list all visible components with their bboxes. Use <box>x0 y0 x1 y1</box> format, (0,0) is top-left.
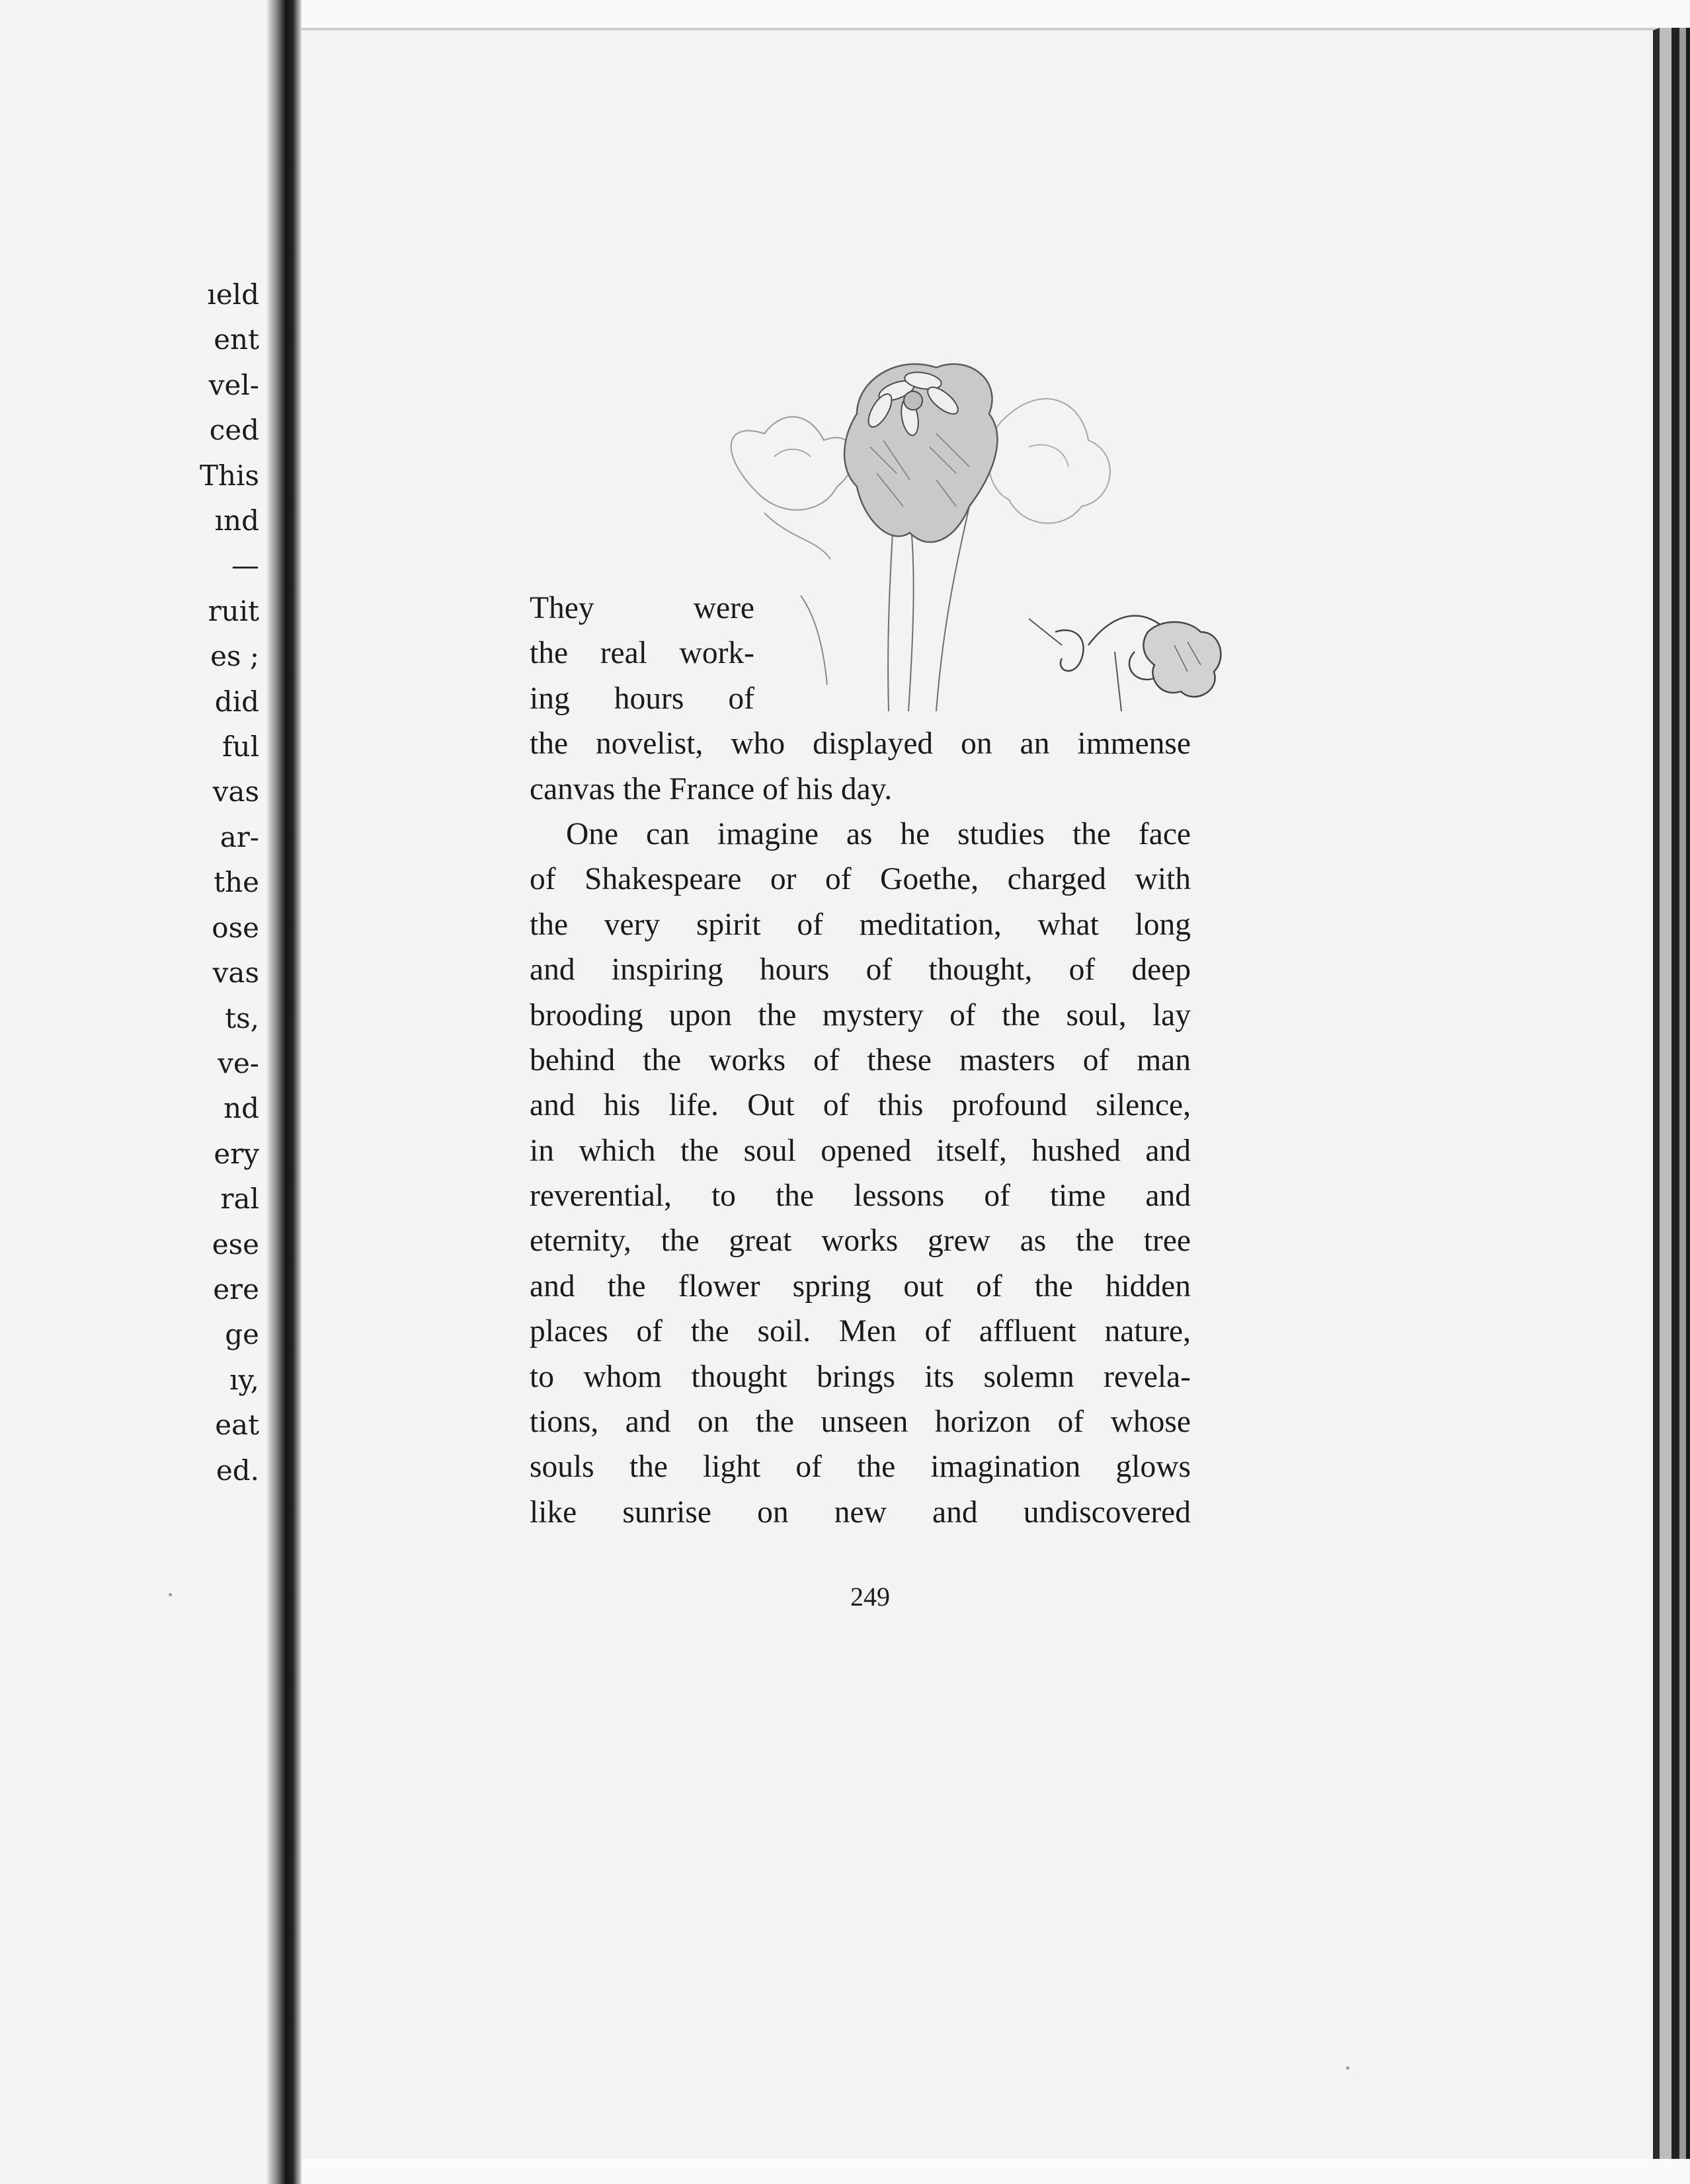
left-line: — <box>231 549 259 582</box>
text-line: eternity, the great works grew as the tree <box>530 1224 1191 1259</box>
left-line: ed. <box>216 1454 259 1487</box>
text-line: reverential, to the lessons of time and <box>530 1179 1191 1214</box>
left-page-text <box>0 272 259 1493</box>
left-line: eat <box>215 1409 259 1442</box>
left-line: the <box>214 866 259 899</box>
left-line: ınd <box>214 504 259 537</box>
text-line: the novelist, who displayed on an immense <box>530 726 1191 761</box>
text-line: brooding upon the mystery of the soul, lay <box>530 997 1191 1033</box>
left-line: ıeld <box>207 278 259 311</box>
text-line: ing hours of <box>530 681 754 716</box>
left-line: vas <box>212 775 259 808</box>
text-line: One can imagine as he studies the face <box>566 816 1191 851</box>
text-line: places of the soil. Men of affluent nature, <box>530 1314 1191 1349</box>
left-line: did <box>214 685 259 718</box>
text-line: and the flower spring out of the hidden <box>530 1268 1191 1304</box>
text-line: and his life. Out of this profound silence, <box>530 1088 1191 1123</box>
left-line: ful <box>221 730 259 763</box>
left-line: vas <box>212 956 259 990</box>
left-line: es ; <box>210 640 259 673</box>
text-line: They were <box>530 591 754 625</box>
body-text <box>530 586 1191 1535</box>
book-gutter <box>267 0 302 2184</box>
left-line: ve- <box>218 1046 259 1079</box>
left-line: ıy, <box>229 1363 259 1396</box>
paper-speck <box>1346 2066 1349 2070</box>
left-line: ruit <box>208 594 259 627</box>
text-line: behind the works of these masters of man <box>530 1042 1191 1077</box>
text-line: like sunrise on new and undiscovered <box>530 1495 1191 1530</box>
left-line: This <box>199 459 259 492</box>
left-line: nd <box>223 1092 259 1125</box>
left-line: ts, <box>225 1001 259 1034</box>
text-line: the real work- <box>530 636 754 671</box>
text-line: tions, and on the unseen horizon of whose <box>530 1405 1191 1440</box>
left-page <box>0 0 267 2184</box>
page-number: 249 <box>850 1582 890 1612</box>
left-line: ge <box>225 1318 259 1351</box>
left-line: ar- <box>220 820 259 853</box>
paper-speck <box>169 1593 172 1596</box>
right-page <box>302 0 1690 2184</box>
text-line: the very spirit of meditation, what long <box>530 907 1191 942</box>
text-line: to whom thought brings its solemn revela- <box>530 1359 1191 1394</box>
text-line: in which the soul opened itself, hushed and <box>530 1133 1191 1168</box>
left-line: ese <box>212 1228 259 1261</box>
page-sheet <box>302 28 1660 2159</box>
text-line: of Shakespeare or of Goethe, charged with <box>530 862 1191 897</box>
left-line: ose <box>212 911 259 944</box>
left-line: vel- <box>208 368 259 401</box>
left-line: ced <box>209 414 259 447</box>
left-line: ery <box>214 1137 259 1170</box>
left-line: ral <box>220 1183 259 1216</box>
text-line: and inspiring hours of thought, of deep <box>530 953 1191 988</box>
left-line: ent <box>214 323 259 356</box>
text-line: souls the light of the imagination glows <box>530 1450 1191 1485</box>
text-line: canvas the France of his day. <box>530 771 893 806</box>
left-line: ere <box>213 1272 259 1306</box>
